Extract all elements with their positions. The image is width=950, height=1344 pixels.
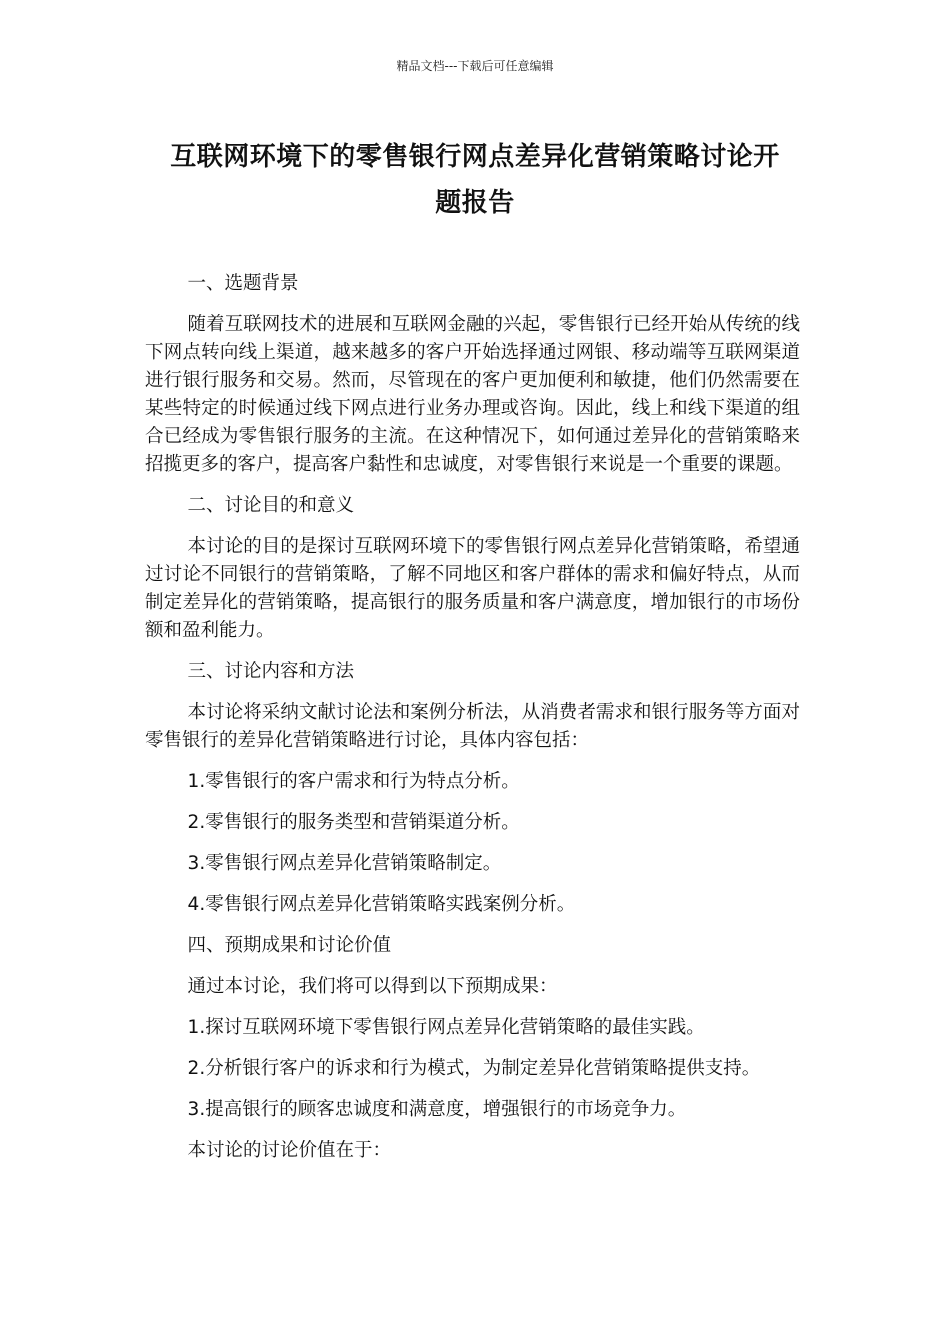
section-heading: 三、讨论内容和方法 <box>187 661 355 682</box>
document-title-line-2: 题报告 <box>435 188 515 218</box>
list-item: 4.零售银行网点差异化营销策略实践案例分析。 <box>187 894 576 915</box>
list-item: 2.分析银行客户的诉求和行为模式，为制定差异化营销策略提供支持。 <box>187 1058 761 1079</box>
list-item: 1.零售银行的客户需求和行为特点分析。 <box>187 771 520 792</box>
list-item: 3.提高银行的顾客忠诚度和满意度，增强银行的市场竞争力。 <box>187 1099 687 1120</box>
list-item: 1.探讨互联网环境下零售银行网点差异化营销策略的最佳实践。 <box>187 1017 705 1038</box>
list-item: 2.零售银行的服务类型和营销渠道分析。 <box>187 812 520 833</box>
list-item: 3.零售银行网点差异化营销策略制定。 <box>187 853 502 874</box>
paragraph: 随着互联网技术的进展和互联网金融的兴起，零售银行已经开始从传统的线下网点转向线上渠道，越来越多的客户开始选择通过网银、移动端等互联网渠道进行银行服务和交易。然而，尽管现在的客户更加便利和敏捷，他们仍然需要在某些特定的时候通过线下网点进行业务办理或咨询。因此，线上和线下渠道的组合已经成为零售银行服务的主流。在这种情况下，如何通过差异化的营销策略来招揽更多的客户，提高客户黏性和忠诚度，对零售银行来说是一个重要的课题。 <box>145 314 800 475</box>
section-heading: 一、选题背景 <box>187 273 299 294</box>
document-title-line-1: 互联网环境下的零售银行网点差异化营销策略讨论开 <box>170 142 780 172</box>
header-note: 精品文档---下载后可任意编辑 <box>396 59 554 73</box>
document-body <box>145 270 800 1178</box>
paragraph: 本讨论的目的是探讨互联网环境下的零售银行网点差异化营销策略，希望通过讨论不同银行的营销策略，了解不同地区和客户群体的需求和偏好特点，从而制定差异化的营销策略，提高银行的服务质量和客户满意度，增加银行的市场份额和盈利能力。 <box>145 536 800 641</box>
paragraph: 通过本讨论，我们将可以得到以下预期成果： <box>187 976 558 997</box>
section-heading: 四、预期成果和讨论价值 <box>187 935 392 956</box>
section-heading: 二、讨论目的和意义 <box>187 495 355 516</box>
paragraph: 本讨论将采纳文献讨论法和案例分析法，从消费者需求和银行服务等方面对零售银行的差异化营销策略进行讨论，具体内容包括： <box>145 702 800 751</box>
document-title <box>130 134 820 226</box>
paragraph: 本讨论的讨论价值在于： <box>187 1140 392 1161</box>
